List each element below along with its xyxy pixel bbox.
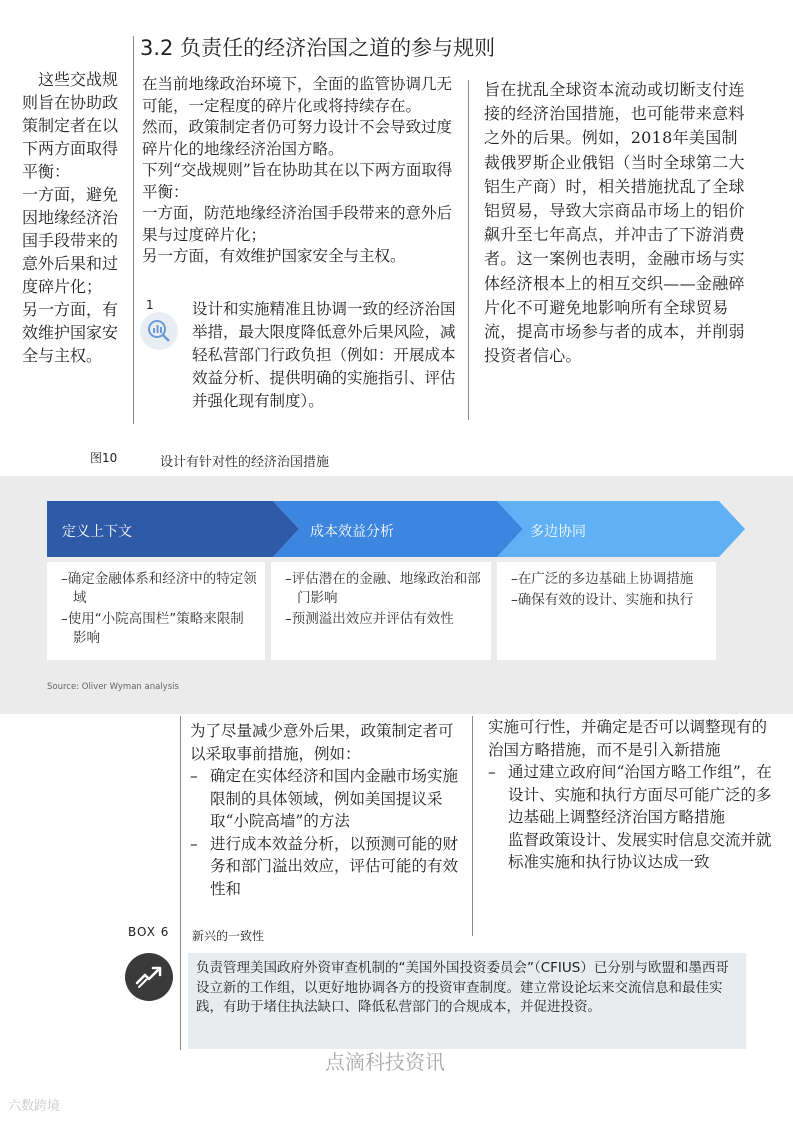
left-column: [22, 68, 126, 367]
figure-title: 设计有针对性的经济治国措施: [160, 455, 330, 470]
step-card-2: [271, 562, 491, 660]
mid-para-3: 下列“交战规则”旨在协助其在以下两方面取得平衡：: [142, 161, 453, 201]
step-label-3: 多边协同: [530, 524, 586, 540]
bottom-right-column: [488, 716, 773, 874]
numbered-point: [140, 298, 465, 443]
column-divider: [180, 716, 181, 1050]
bullet-text: 进行成本效益分析，以预测可能的财务和部门溢出效应，评估可能的有效性和: [210, 834, 459, 898]
right-column: 旨在扰乱全球资本流动或切断支付连接的经济治国措施，也可能带来意料之外的后果。例如，2018年美国制裁俄罗斯企业俄铝（当时全球第二大铝生产商）时，相关措施扰乱了全球铝贸易，导致大宗商品市场上的铝价飙升至七年高点，并冲击了下游消费者。这一案例也表明，金融市场与实体经济根本上的相互交织——金融碎片化不可避免地影响所有全球贸易流，提高市场参与者的成本，并削弱投资者信心。: [484, 80, 745, 366]
dash-marker: –: [488, 763, 496, 781]
point-text: 设计和实施精准且协调一致的经济治国举措，最大限度降低意外后果风险，减轻私营部门行政负担（例如：开展成本效益分析、提供明确的实施指引、评估并强化现有制度）。: [192, 300, 456, 410]
figure-label: 图10: [90, 451, 118, 465]
watermark-logo: 六数跨境: [8, 1099, 61, 1114]
bottom-right-bullet: [488, 761, 773, 829]
box-body: [188, 953, 746, 1049]
box-text: 负责管理美国政府外资审查机制的“美国外国投资委员会”（CFIUS）已分别与欧盟和墨西哥设立新的工作组，以更好地协调各方的投资审查制度。建立常设论坛来交流信息和最佳实践，有助于堵住执法缺口、降低私营部门的合规成本，并促进投资。: [196, 960, 729, 1015]
left-para-3: 另一方面，有效维护国家安全与主权。: [22, 300, 119, 365]
column-divider: [472, 716, 473, 936]
handshake-arrow-icon: [125, 953, 173, 1001]
list-item: –使用“小院高围栏”策略来限制影响: [61, 611, 244, 646]
step-card-1: [47, 562, 265, 660]
step-label-2: 成本效益分析: [310, 524, 394, 540]
section-title: 3.2 负责任的经济治国之道的参与规则: [140, 36, 496, 60]
list-item: –确定金融体系和经济中的特定领域: [61, 571, 257, 606]
bullet-text: 确定在实体经济和国内金融市场实施限制的具体领域，例如美国提议采取“小院高墙”的方法: [210, 767, 459, 830]
list-item: –确保有效的设计、实施和执行: [511, 592, 694, 608]
point-number: 1: [146, 298, 154, 312]
mid-para-4: 一方面，防范地缘经济治国手段带来的意外后果与过度碎片化；: [142, 204, 453, 244]
list-item: –在广泛的多边基础上协调措施: [511, 571, 694, 587]
mid-para-1: 在当前地缘政治环境下，全面的监管协调几无可能，一定程度的碎片化或将持续存在。: [142, 75, 453, 115]
mid-para-5: 另一方面，有效维护国家安全与主权。: [142, 247, 406, 265]
box-title: 新兴的一致性: [192, 929, 265, 943]
middle-column: [142, 74, 464, 268]
step-card-3: [497, 562, 716, 660]
bottom-bullet-1: [190, 765, 465, 833]
bottom-intro: 为了尽量减少意外后果，政策制定者可以采取事前措施，例如：: [190, 722, 454, 763]
box-label: BOX 6: [128, 925, 170, 939]
dash-marker: –: [190, 767, 198, 785]
process-chevrons: [47, 501, 747, 557]
step-label-1: 定义上下文: [62, 524, 132, 540]
bottom-right-para-1: 实施可行性，并确定是否可以调整现有的治国方略措施，而不是引入新措施: [488, 718, 768, 759]
left-para-2: 一方面，避免因地缘经济治国手段带来的意外后果和过度碎片化；: [22, 185, 119, 296]
mid-para-2: 然而，政策制定者仍可努力设计不会导致过度碎片化的地缘经济治国方略。: [142, 118, 453, 158]
bottom-middle-column: [190, 720, 465, 900]
magnifier-chart-icon: [140, 312, 178, 350]
left-para-1: 这些交战规则旨在协助政策制定者在以下两方面取得平衡：: [22, 70, 119, 181]
list-item: –预测溢出效应并评估有效性: [285, 611, 454, 627]
bottom-bullet-2: [190, 833, 465, 901]
list-item: –评估潜在的金融、地缘政治和部门影响: [285, 571, 481, 606]
dash-marker: –: [190, 834, 198, 853]
bullet-text: 通过建立政府间“治国方略工作组”，在设计、实施和执行方面尽可能广泛的多边基础上调整经济治国方略措施: [508, 763, 772, 826]
figure-source: Source: Oliver Wyman analysis: [47, 682, 179, 692]
watermark-text: 点滴科技资讯: [325, 1050, 445, 1074]
column-divider: [468, 80, 469, 420]
column-divider: [133, 36, 134, 424]
bottom-right-para-2: 监督政策设计、发展实时信息交流并就标准实施和执行协议达成一致: [508, 830, 772, 871]
